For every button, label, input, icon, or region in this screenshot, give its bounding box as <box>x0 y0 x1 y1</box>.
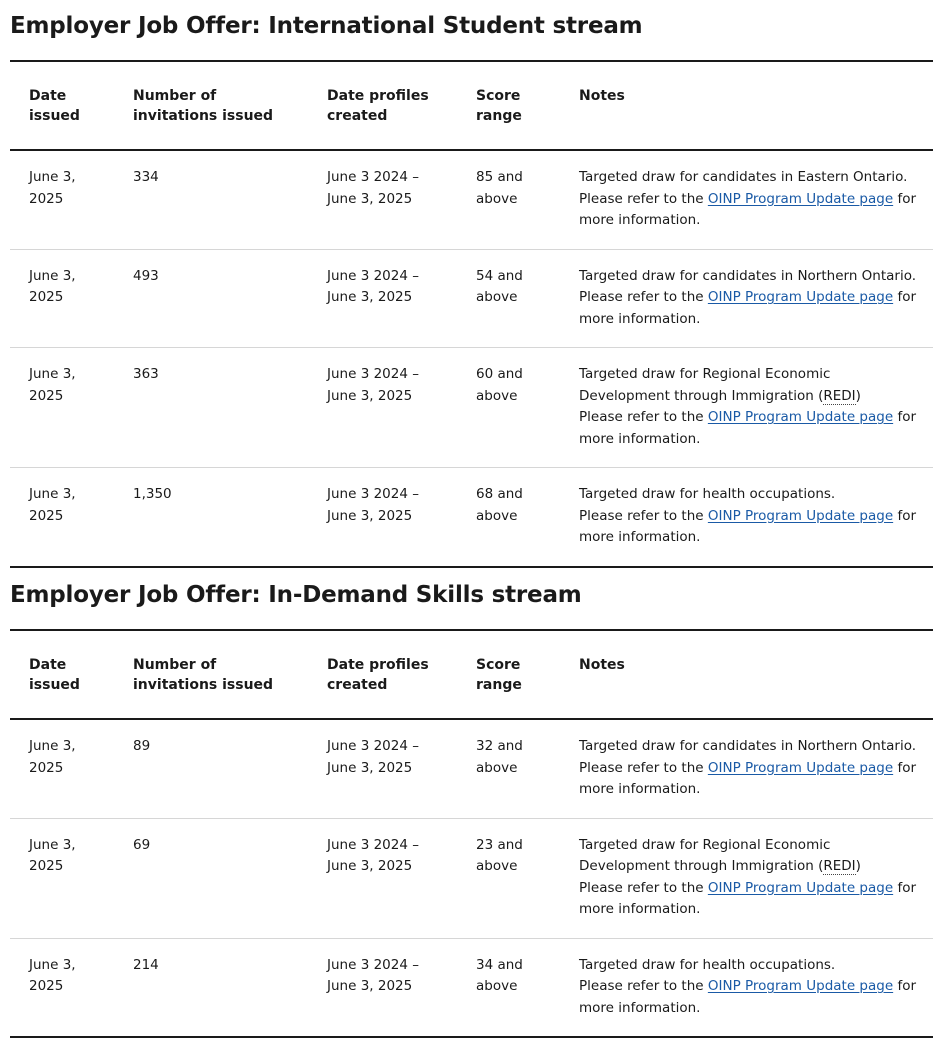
note-text <box>579 835 925 878</box>
cell-notes <box>560 719 933 818</box>
column-header-date-issued: Date issued <box>29 88 80 124</box>
refer-before: Please refer to the <box>579 879 708 896</box>
table-header-row <box>10 61 933 150</box>
table-row <box>10 719 933 818</box>
cell-date-issued: June 3, 2025 <box>29 738 76 776</box>
cell-score-range: 85 and above <box>476 169 523 207</box>
cell-invitations: 363 <box>133 366 159 382</box>
note-text-close: ) <box>855 858 861 874</box>
cell-profiles-created: June 3 2024 – June 3, 2025 <box>327 366 419 404</box>
cell-score-range: 68 and above <box>476 486 523 524</box>
oinp-program-update-link[interactable]: OINP Program Update page <box>707 190 894 207</box>
column-header-profiles-created: Date profiles created <box>327 657 429 693</box>
table-row <box>10 818 933 938</box>
cell-notes <box>560 468 933 567</box>
cell-date-issued: June 3, 2025 <box>29 486 76 524</box>
refer-before: Please refer to the <box>579 507 708 524</box>
refer-after: for more information. <box>579 190 917 228</box>
section-international-student <box>10 12 933 545</box>
cell-date-issued: June 3, 2025 <box>29 836 76 874</box>
cell-profiles-created: June 3 2024 – June 3, 2025 <box>327 836 419 874</box>
cell-date-issued: June 3, 2025 <box>29 366 76 404</box>
cell-date-issued: June 3, 2025 <box>29 267 76 305</box>
cell-notes <box>560 818 933 938</box>
cell-invitations: 334 <box>133 169 159 185</box>
section-title: Employer Job Offer: International Student stream <box>10 13 643 39</box>
section-title: Employer Job Offer: In-Demand Skills stream <box>10 582 582 608</box>
refer-after: for more information. <box>579 978 917 1016</box>
cell-profiles-created: June 3 2024 – June 3, 2025 <box>327 956 419 994</box>
cell-notes <box>560 150 933 249</box>
refer-after: for more information. <box>579 879 917 917</box>
cell-score-range: 34 and above <box>476 956 523 994</box>
table-row <box>10 938 933 1037</box>
refer-after: for more information. <box>579 409 917 447</box>
cell-date-issued: June 3, 2025 <box>29 169 76 207</box>
note-text: Targeted draw for candidates in Northern Ontario. <box>579 267 917 284</box>
cell-notes <box>560 249 933 348</box>
oinp-program-update-link[interactable]: OINP Program Update page <box>707 978 894 994</box>
cell-invitations: 89 <box>133 738 151 754</box>
cell-invitations: 493 <box>133 267 159 284</box>
oinp-program-update-link[interactable]: OINP Program Update page <box>707 409 894 425</box>
cell-invitations: 1,350 <box>133 486 172 502</box>
table-row <box>10 150 933 249</box>
note-text-main: Targeted draw for Regional Economic Development through Immigration ( <box>579 366 831 404</box>
cell-notes <box>560 348 933 468</box>
cell-invitations: 214 <box>133 956 159 973</box>
refer-after: for more information. <box>579 289 917 327</box>
oinp-program-update-link[interactable]: OINP Program Update page <box>707 879 894 896</box>
column-header-score-range: Score range <box>476 88 522 124</box>
column-header-invitations: Number of invitations issued <box>133 657 274 693</box>
refer-before: Please refer to the <box>579 289 708 305</box>
refer-after: for more information. <box>579 507 917 545</box>
note-text-main: Targeted draw for Regional Economic Development through Immigration ( <box>579 836 831 874</box>
refer-before: Please refer to the <box>579 409 708 425</box>
cell-invitations: 69 <box>133 836 151 853</box>
cell-score-range: 60 and above <box>476 366 523 404</box>
note-text: Targeted draw for health occupations. <box>579 956 836 973</box>
oinp-program-update-link[interactable]: OINP Program Update page <box>707 507 894 524</box>
refer-after: for more information. <box>579 759 917 797</box>
cell-profiles-created: June 3 2024 – June 3, 2025 <box>327 267 419 305</box>
column-header-notes: Notes <box>579 657 625 673</box>
column-header-score-range: Score range <box>476 657 522 693</box>
note-text: Targeted draw for health occupations. <box>579 486 836 502</box>
column-header-profiles-created: Date profiles created <box>327 88 429 124</box>
cell-score-range: 54 and above <box>476 267 523 305</box>
table-row <box>10 249 933 348</box>
table-row <box>10 468 933 567</box>
redi-abbreviation[interactable]: REDI <box>823 387 856 404</box>
table-row <box>10 348 933 468</box>
cell-profiles-created: June 3 2024 – June 3, 2025 <box>327 486 419 524</box>
cell-profiles-created: June 3 2024 – June 3, 2025 <box>327 738 419 776</box>
refer-before: Please refer to the <box>579 759 708 776</box>
cell-date-issued: June 3, 2025 <box>29 956 76 994</box>
refer-before: Please refer to the <box>579 978 708 994</box>
cell-notes <box>560 938 933 1037</box>
column-header-invitations: Number of invitations issued <box>133 88 274 124</box>
oinp-program-update-link[interactable]: OINP Program Update page <box>707 289 894 305</box>
section-in-demand-skills <box>10 581 933 1016</box>
note-text-close: ) <box>855 387 861 404</box>
draws-table <box>10 629 933 1038</box>
note-text <box>579 364 925 407</box>
column-header-date-issued: Date issued <box>29 657 80 693</box>
cell-score-range: 32 and above <box>476 738 523 776</box>
redi-abbreviation[interactable]: REDI <box>823 858 856 874</box>
cell-score-range: 23 and above <box>476 836 523 874</box>
column-header-notes: Notes <box>579 88 625 104</box>
table-header-row <box>10 630 933 719</box>
refer-before: Please refer to the <box>579 190 708 207</box>
note-text: Targeted draw for candidates in Eastern Ontario. <box>579 169 908 185</box>
oinp-program-update-link[interactable]: OINP Program Update page <box>707 759 894 776</box>
note-text: Targeted draw for candidates in Northern Ontario. <box>579 738 917 754</box>
draws-table <box>10 60 933 568</box>
cell-profiles-created: June 3 2024 – June 3, 2025 <box>327 169 419 207</box>
